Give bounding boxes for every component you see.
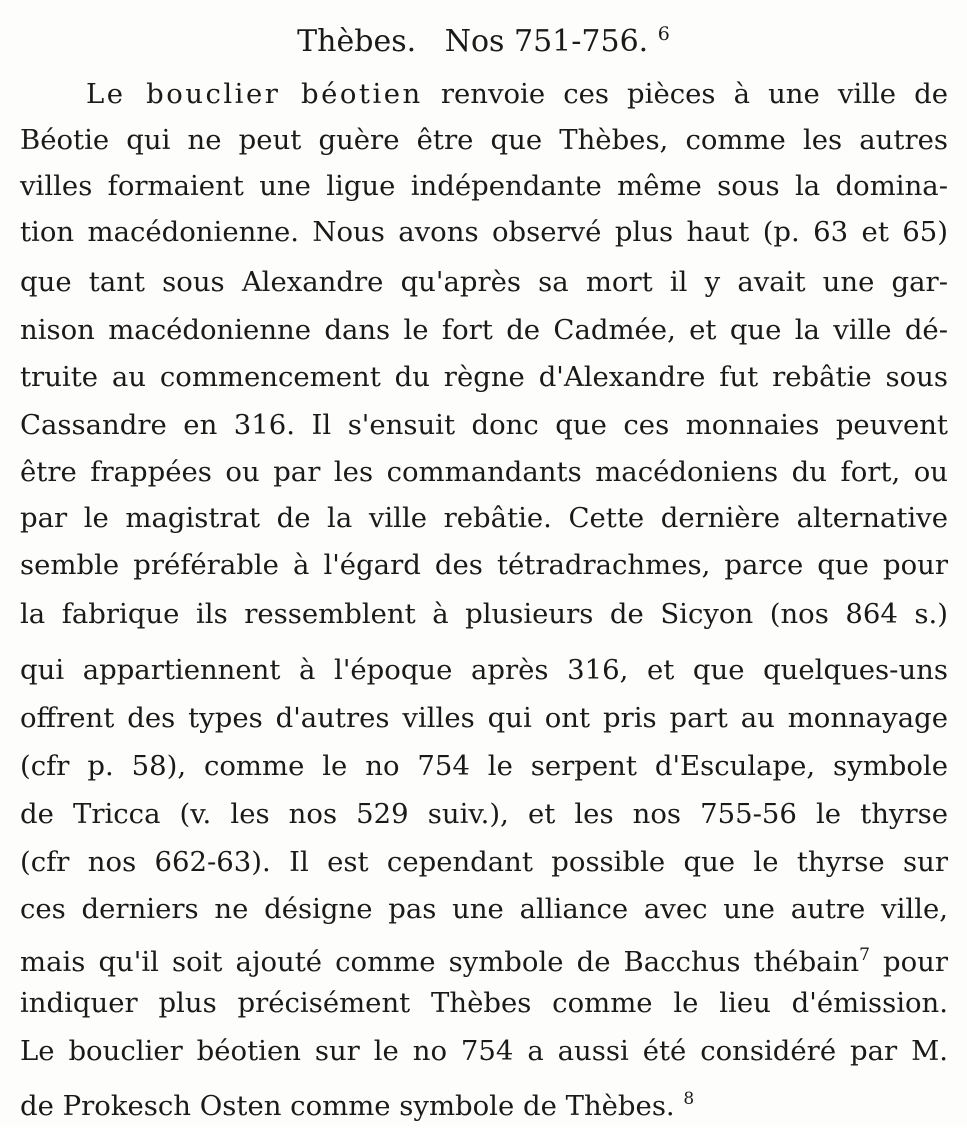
text-line: truite au commencement du règne d'Alexandre fut rebâtie sous: [20, 361, 948, 393]
heading-numbers: Nos 751-756.: [444, 24, 649, 59]
heading-footnote-ref: 6: [657, 23, 670, 45]
section-heading: [0, 14, 967, 62]
text-line: villes formaient une ligue indépendante même sous la domina-: [20, 170, 948, 202]
text-line: être frappées ou par les commandants macédoniens du fort, ou: [20, 456, 948, 488]
text-line: Cassandre en 316. Il s'ensuit donc que ces monnaies peuvent: [20, 409, 948, 441]
text-line: Béotie qui ne peut guère être que Thèbes, comme les autres: [20, 124, 948, 156]
heading-title: Thèbes.: [297, 24, 417, 59]
emphasized-phrase: Le bouclier béotien: [86, 78, 423, 110]
text-line: nison macédonienne dans le fort de Cadmée, et que la ville dé-: [20, 314, 948, 346]
text-line: Le bouclier béotien sur le no 754 a aussi été considéré par M.: [20, 1035, 948, 1067]
text-line: ces derniers ne désigne pas une alliance avec une autre ville,: [20, 893, 948, 925]
footnote-ref: 8: [683, 1089, 695, 1109]
text-line: la fabrique ils ressemblent à plusieurs de Sicyon (nos 864 s.): [20, 598, 948, 630]
text-line: (cfr nos 662-63). Il est cependant possible que le thyrse sur: [20, 846, 948, 878]
text-line: indiquer plus précisément Thèbes comme le lieu d'émission.: [20, 987, 948, 1019]
footnote-ref: 7: [859, 945, 870, 965]
text-line: Le bouclier béotien renvoie ces pièces à une ville de: [86, 78, 948, 110]
text-line: par le magistrat de la ville rebâtie. Cette dernière alternative: [20, 502, 948, 534]
text-line: que tant sous Alexandre qu'après sa mort il y avait une gar-: [20, 266, 948, 298]
text-line: de Tricca (v. les nos 529 suiv.), et les nos 755-56 le thyrse: [20, 798, 948, 830]
text-line: qui appartiennent à l'époque après 316, et que quelques-uns: [20, 654, 948, 686]
text-line: semble préférable à l'égard des tétradrachmes, parce que pour: [20, 549, 948, 581]
text-line: tion macédonienne. Nous avons observé plus haut (p. 63 et 65): [20, 216, 948, 248]
text-line: mais qu'il soit ajouté comme symbole de Bacchus thébain$^7$ pour: [20, 945, 949, 978]
text-line: offrent des types d'autres villes qui ont pris part au monnayage: [20, 702, 948, 734]
text-line: (cfr p. 58), comme le no 754 le serpent d'Esculape, symbole: [20, 750, 948, 782]
text-line: de Prokesch Osten comme symbole de Thèbes. $^8$: [20, 1089, 695, 1122]
